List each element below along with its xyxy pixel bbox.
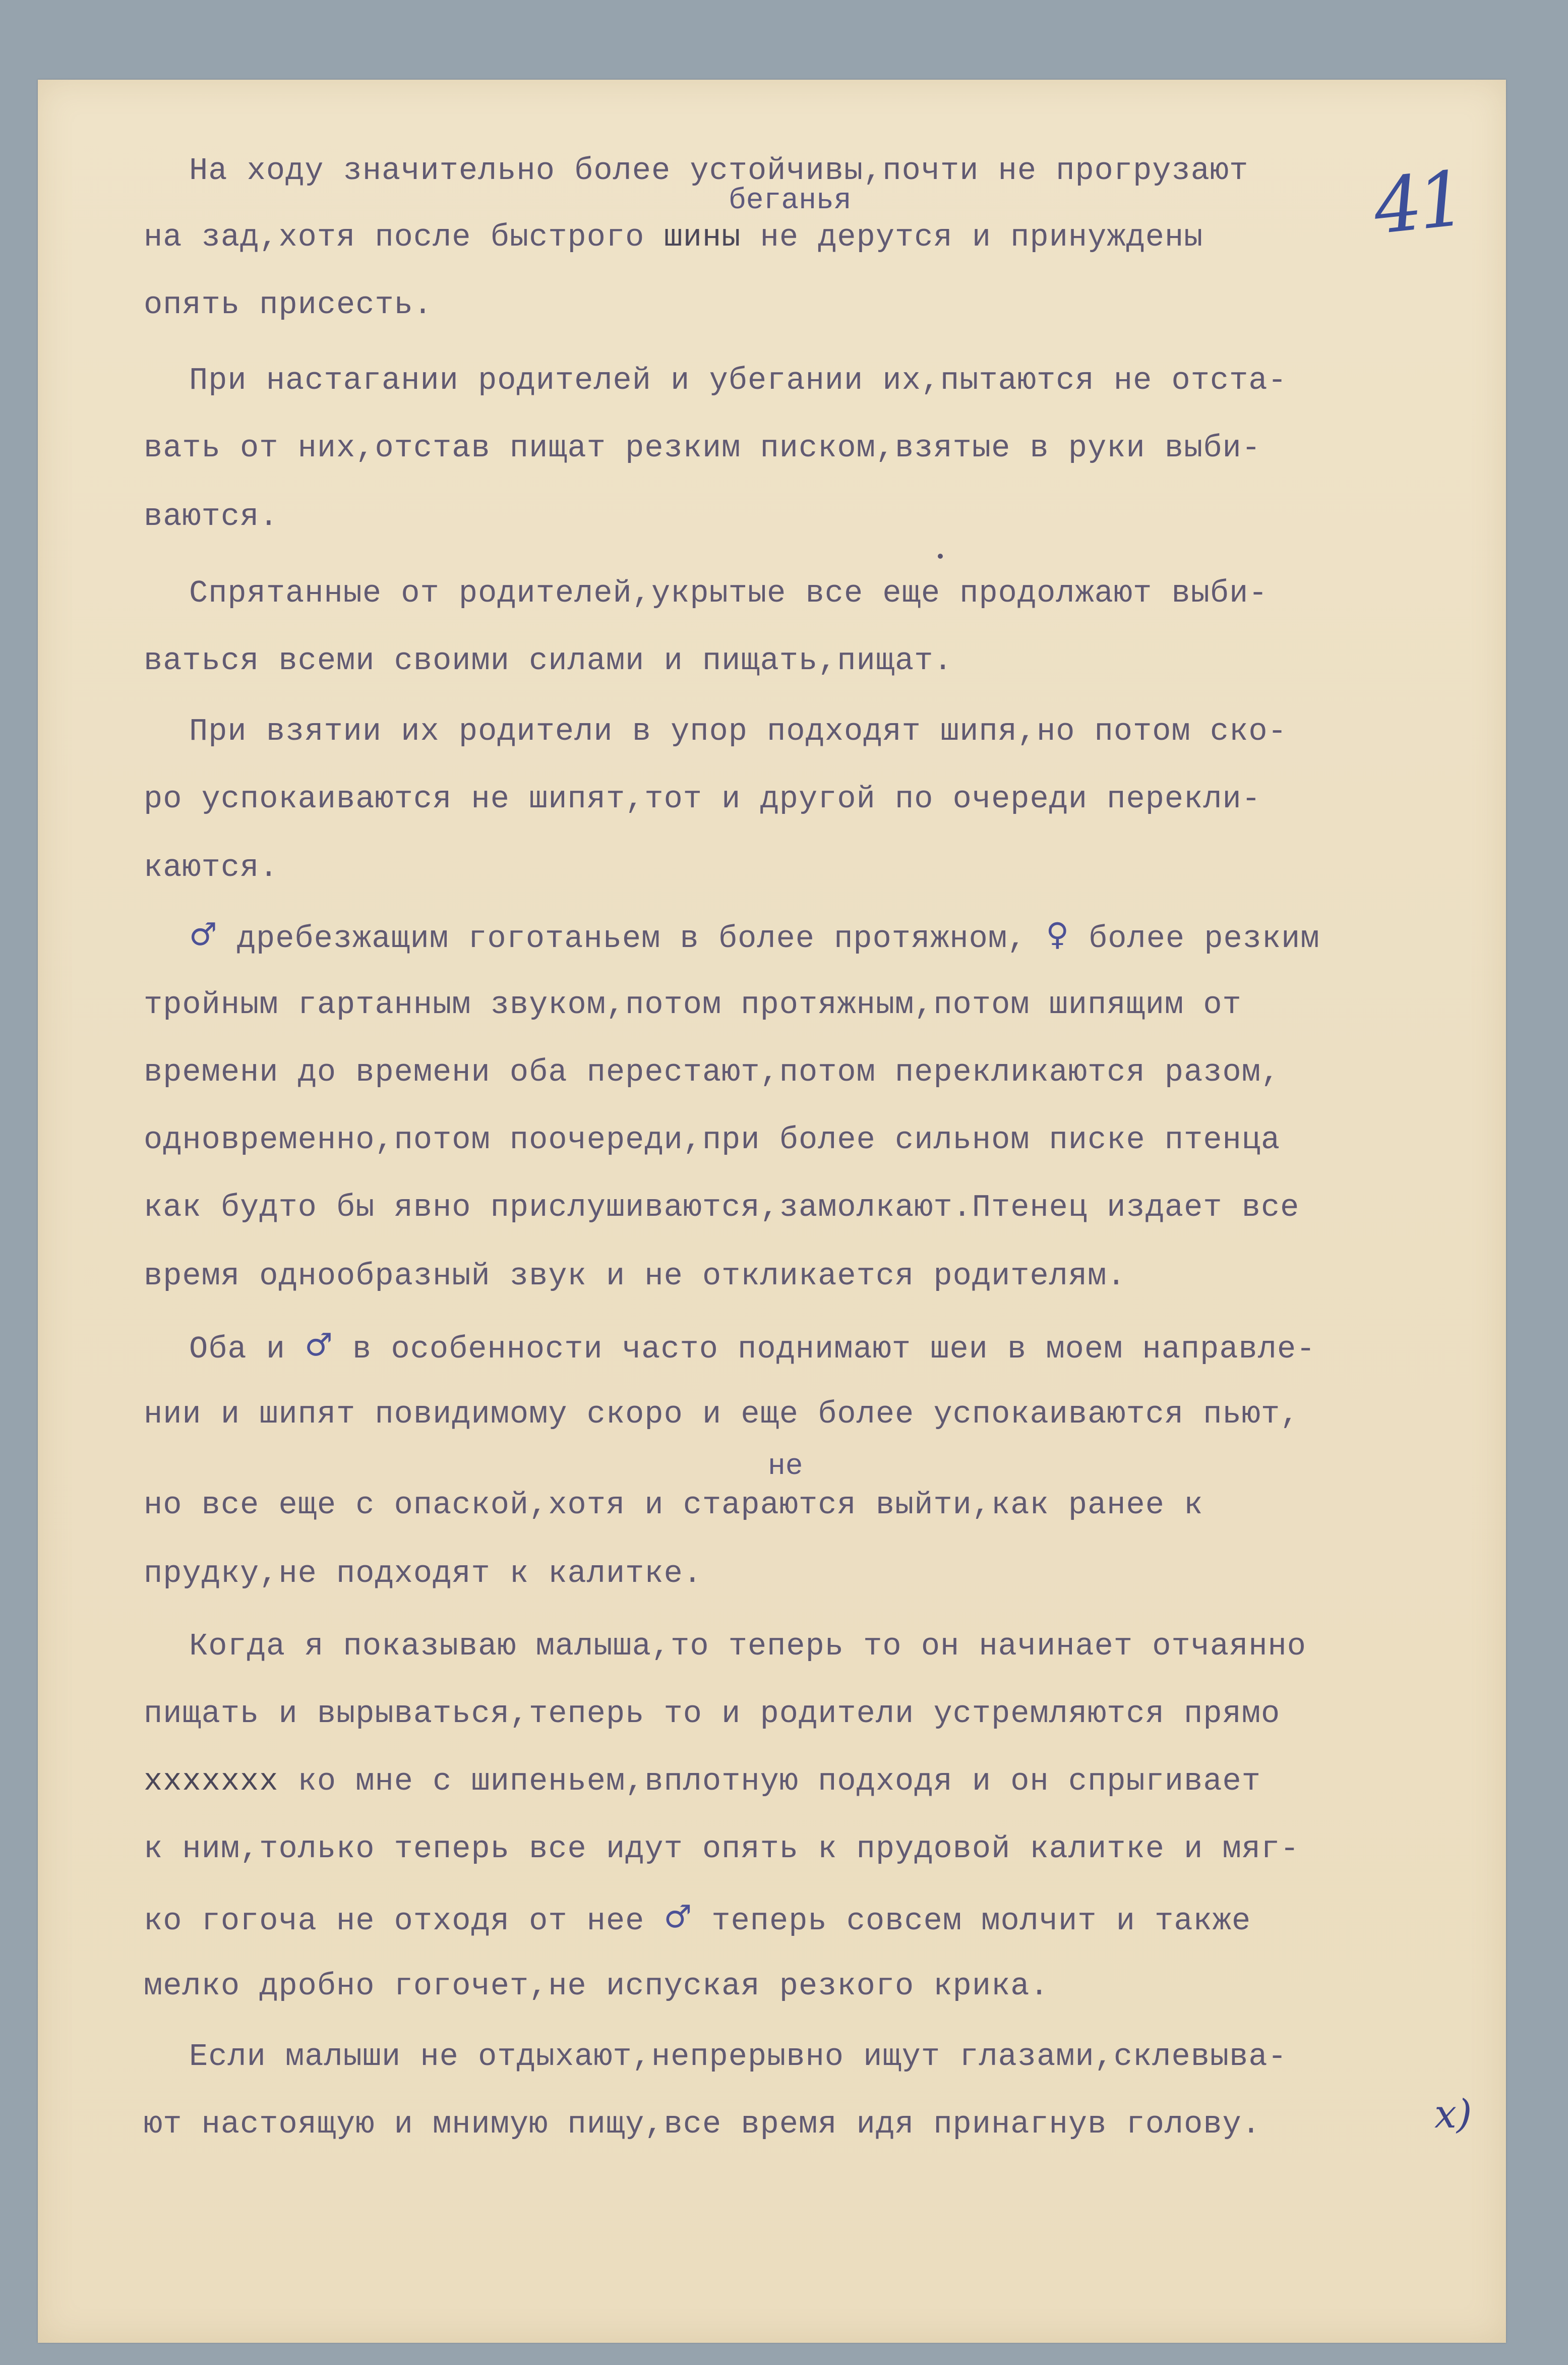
text-line-20-text: но все еще с опаской,хотя и стараются выйти,как ранее к bbox=[144, 1487, 1203, 1523]
text-line-22 bbox=[189, 1628, 1306, 1664]
male-symbol: ♂ bbox=[305, 1326, 333, 1363]
text-line-18-text-a: Оба и bbox=[189, 1331, 305, 1367]
margin-footnote-mark: x) bbox=[1434, 2092, 1472, 2137]
text-line-4 bbox=[189, 365, 1287, 396]
text-line-5-text: вать от них,отстав пищат резким писком,взятые в руки выби- bbox=[144, 430, 1261, 466]
struck-word: ххххххх bbox=[144, 1763, 279, 1799]
text-line-6 bbox=[144, 501, 278, 533]
text-line-12-text-a: дребезжащим гоготаньем в более протяжном, bbox=[217, 921, 1046, 957]
text-line-3-text: опять присесть. bbox=[144, 287, 433, 323]
text-line-29-text: ют настоящую и мнимую пищу,все время идя принагнув голову. bbox=[144, 2106, 1261, 2142]
text-line-14-text: времени до времени оба перестают,потом перекликаются разом, bbox=[144, 1054, 1281, 1090]
text-line-8-text: ваться всеми своими силами и пищать,пищат. bbox=[144, 643, 953, 679]
text-line-2-text-a: на зад,хотя после быстрого bbox=[144, 219, 664, 255]
text-line-9 bbox=[189, 716, 1287, 747]
text-line-16-text: как будто бы явно прислушиваются,замолкают.Птенец издает все bbox=[144, 1190, 1300, 1225]
text-line-3 bbox=[144, 289, 433, 321]
text-line-28 bbox=[189, 2041, 1287, 2073]
text-line-15-text: одновременно,потом поочереди,при более сильном писке птенца bbox=[144, 1122, 1281, 1158]
text-line-18-text-b: в особенности часто поднимают шеи в моем направле- bbox=[333, 1331, 1316, 1367]
text-line-14 bbox=[144, 1054, 1281, 1090]
text-line-25 bbox=[144, 1831, 1300, 1867]
text-line-21 bbox=[144, 1558, 702, 1589]
paper-sheet bbox=[38, 80, 1506, 2343]
text-line-17 bbox=[144, 1258, 1126, 1294]
male-symbol: ♂ bbox=[189, 916, 218, 953]
text-line-7 bbox=[189, 575, 1268, 611]
handwritten-insert-begania: беганья bbox=[729, 185, 852, 217]
text-line-6-text: ваются. bbox=[144, 499, 279, 535]
text-line-20 bbox=[144, 1487, 1203, 1523]
text-line-10-text: ро успокаиваются не шипят,тот и другой по очереди перекли- bbox=[144, 781, 1261, 817]
text-line-29 bbox=[144, 2106, 1261, 2142]
female-symbol: ♀ bbox=[1046, 916, 1069, 953]
text-line-28-text: Если малыши не отдыхают,непрерывно ищут глазами,склевыва- bbox=[189, 2039, 1287, 2075]
text-line-17-text: время однообразный звук и не откликается родителям. bbox=[144, 1258, 1126, 1294]
text-line-25-text: к ним,только теперь все идут опять к прудовой калитке и мяг- bbox=[144, 1831, 1300, 1867]
text-line-24 bbox=[144, 1763, 1261, 1799]
ink-dot bbox=[938, 554, 943, 559]
text-line-4-text: При настагании родителей и убегании их,пытаются не отста- bbox=[189, 363, 1287, 398]
text-line-2-text-b: не дерутся и принуждены bbox=[741, 219, 1203, 255]
text-line-23 bbox=[144, 1698, 1280, 1730]
text-line-15 bbox=[144, 1122, 1281, 1158]
text-line-24-text-b: ко мне с шипеньем,вплотную подходя и он спрыгивает bbox=[278, 1763, 1261, 1799]
handwritten-insert-ne: не bbox=[768, 1450, 803, 1483]
text-line-16 bbox=[144, 1192, 1299, 1223]
text-line-27 bbox=[144, 1968, 1049, 2004]
text-line-11 bbox=[144, 852, 278, 883]
text-line-19-text: нии и шипят повидимому скоро и еще более успокаиваются пьют, bbox=[144, 1396, 1300, 1432]
text-line-5 bbox=[144, 430, 1261, 466]
text-line-1 bbox=[189, 155, 1248, 187]
text-line-26-text-b: теперь совсем молчит и также bbox=[692, 1903, 1251, 1939]
text-line-27-text: мелко дробно гогочет,не испуская резкого крика. bbox=[144, 1968, 1049, 2004]
text-line-9-text: При взятии их родители в упор подходят шипя,но потом ско- bbox=[189, 714, 1287, 749]
text-line-8 bbox=[144, 645, 953, 677]
text-line-12-text-b: более резким bbox=[1069, 921, 1320, 957]
text-line-13-text: тройным гартанным звуком,потом протяжным,потом шипящим от bbox=[144, 987, 1242, 1023]
text-line-22-text: Когда я показываю малыша,то теперь то он начинает отчаянно bbox=[189, 1628, 1306, 1664]
text-line-12 bbox=[189, 916, 1320, 957]
male-symbol: ♂ bbox=[664, 1898, 693, 1935]
text-line-21-text: прудку,не подходят к калитке. bbox=[144, 1556, 702, 1591]
text-line-1-text: На ходу значительно более устойчивы,почти не прогрузают bbox=[189, 153, 1249, 189]
text-line-10 bbox=[144, 781, 1261, 817]
text-line-11-text: каются. bbox=[144, 850, 279, 885]
text-line-2 bbox=[144, 219, 1203, 255]
text-line-18 bbox=[189, 1326, 1316, 1367]
text-line-26 bbox=[144, 1898, 1251, 1939]
struck-word: шины bbox=[664, 219, 741, 255]
text-line-13 bbox=[144, 989, 1242, 1021]
text-line-23-text: пищать и вырываться,теперь то и родители устремляются прямо bbox=[144, 1696, 1281, 1732]
text-line-26-text-a: ко гогоча не отходя от нее bbox=[144, 1903, 664, 1939]
text-line-7-text: Спрятанные от родителей,укрытые все еще продолжают выби- bbox=[189, 575, 1268, 611]
page-number: 41 bbox=[1369, 155, 1467, 252]
text-line-19 bbox=[144, 1396, 1300, 1432]
